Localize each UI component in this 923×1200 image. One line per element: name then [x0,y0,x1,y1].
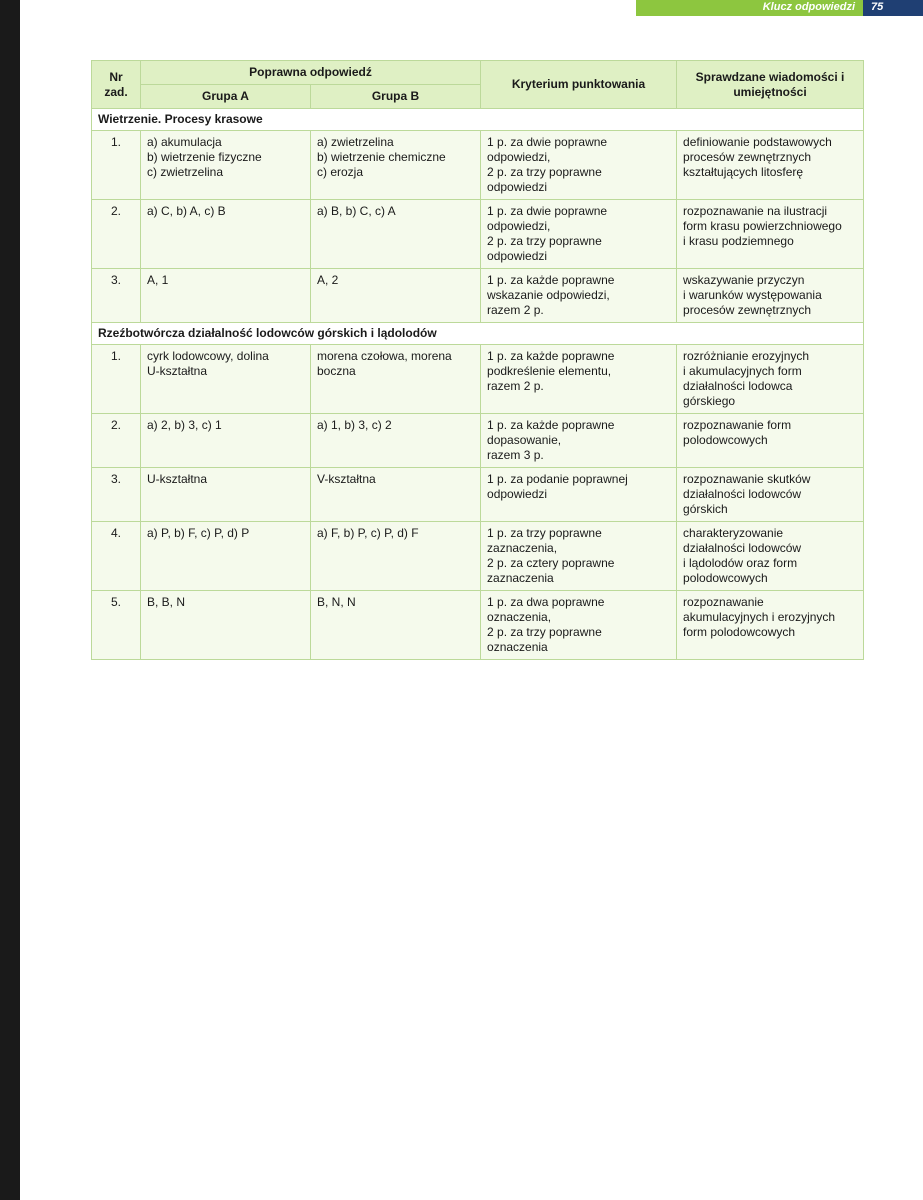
criterion-cell [481,468,677,522]
cell-line: b) wietrzenie chemiczne [317,150,446,164]
criterion-cell [481,200,677,269]
group-a-answer [141,269,311,323]
cell-line: odpowiedzi [487,180,548,194]
skills-cell [677,414,864,468]
cell-line: oznaczenia [487,640,548,654]
cell-line: a) B, b) C, c) A [317,204,396,218]
table-row [92,131,864,200]
cell-line: procesów zewnętrznych [683,303,812,317]
group-b-answer [311,468,481,522]
cell-line: 1 p. za każde poprawne [487,349,615,363]
page-number: 75 [871,1,884,13]
cell-line: zaznaczenia, [487,541,558,555]
cell-line: form krasu powierzchniowego [683,219,842,233]
skills-cell [677,269,864,323]
section-row [92,109,864,131]
answer-key-table [91,60,864,660]
cell-line: a) zwietrzelina [317,135,394,149]
cell-line: charakteryzowanie [683,526,784,540]
cell-line: rozpoznawanie skutków [683,472,811,486]
header-band [636,0,863,16]
cell-line: 1 p. za dwie poprawne [487,135,608,149]
cell-line: a) akumulacja [147,135,222,149]
cell-line: działalności lodowców [683,541,802,555]
group-a-answer [141,591,311,660]
cell-line: podkreślenie elementu, [487,364,612,378]
cell-line: i warunków występowania [683,288,822,302]
task-number: 2. [92,200,141,269]
header-group-a: Grupa A [141,85,311,109]
header-answer: Poprawna odpowiedź [141,61,481,85]
cell-line: górskiego [683,394,736,408]
skills-cell [677,131,864,200]
criterion-cell [481,522,677,591]
cell-line: i krasu podziemnego [683,234,794,248]
task-number: 5. [92,591,141,660]
task-number: 3. [92,468,141,522]
group-a-answer [141,522,311,591]
cell-line: i lądolodów oraz form [683,556,798,570]
cell-line: b) wietrzenie fizyczne [147,150,262,164]
cell-line: 1 p. za trzy poprawne [487,526,602,540]
group-a-answer [141,345,311,414]
cell-line: górskich [683,502,728,516]
criterion-cell [481,591,677,660]
cell-line: 1 p. za każde poprawne [487,273,615,287]
cell-line: a) 1, b) 3, c) 2 [317,418,392,432]
cell-line: cyrk lodowcowy, dolina [147,349,269,363]
cell-line: B, N, N [317,595,356,609]
cell-line: razem 2 p. [487,379,544,393]
cell-line: a) P, b) F, c) P, d) P [147,526,250,540]
cell-line: B, B, N [147,595,186,609]
cell-line: morena czołowa, morena [317,349,452,363]
cell-line: 1 p. za każde poprawne [487,418,615,432]
cell-line: razem 2 p. [487,303,544,317]
answer-key-body [92,109,864,660]
cell-line: wskazanie odpowiedzi, [487,288,610,302]
group-a-answer [141,414,311,468]
group-b-answer [311,200,481,269]
criterion-cell [481,345,677,414]
cell-line: U-kształtna [147,364,208,378]
group-a-answer [141,131,311,200]
group-b-answer [311,591,481,660]
header-criterion: Kryterium punktowania [481,61,677,109]
cell-line: 1 p. za dwie poprawne [487,204,608,218]
section-row [92,323,864,345]
header-skills: Sprawdzane wiadomości i umiejętności [677,61,864,109]
header-nr: Nr zad. [92,61,141,109]
cell-line: razem 3 p. [487,448,544,462]
cell-line: rozpoznawanie [683,595,764,609]
criterion-cell [481,131,677,200]
skills-cell [677,522,864,591]
task-number: 1. [92,345,141,414]
cell-line: akumulacyjnych i erozyjnych [683,610,836,624]
group-a-answer [141,200,311,269]
document-page [20,0,923,1200]
cell-line: c) erozja [317,165,364,179]
group-b-answer [311,522,481,591]
header-label: Klucz odpowiedzi [762,1,855,13]
cell-line: a) F, b) P, c) P, d) F [317,526,419,540]
cell-line: U-kształtna [147,472,208,486]
table-row [92,468,864,522]
cell-line: rozpoznawanie form [683,418,792,432]
table-row [92,522,864,591]
task-number: 3. [92,269,141,323]
section-title: Wietrzenie. Procesy krasowe [92,109,864,131]
cell-line: 2 p. za trzy poprawne [487,625,602,639]
group-a-answer [141,468,311,522]
table-row [92,591,864,660]
cell-line: zaznaczenia [487,571,554,585]
cell-line: odpowiedzi, [487,219,551,233]
cell-line: A, 1 [147,273,169,287]
cell-line: wskazywanie przyczyn [683,273,805,287]
page-number-box [863,0,923,16]
cell-line: a) C, b) A, c) B [147,204,226,218]
cell-line: 2 p. za trzy poprawne [487,234,602,248]
cell-line: rozpoznawanie na ilustracji [683,204,828,218]
group-b-answer [311,414,481,468]
group-b-answer [311,131,481,200]
cell-line: boczna [317,364,356,378]
cell-line: polodowcowych [683,571,768,585]
cell-line: form polodowcowych [683,625,796,639]
cell-line: działalności lodowca [683,379,793,393]
cell-line: 1 p. za podanie poprawnej [487,472,628,486]
header-group-b: Grupa B [311,85,481,109]
skills-cell [677,468,864,522]
task-number: 4. [92,522,141,591]
cell-line: 2 p. za trzy poprawne [487,165,602,179]
table-row [92,269,864,323]
task-number: 1. [92,131,141,200]
cell-line: i akumulacyjnych form [683,364,802,378]
cell-line: V-kształtna [317,472,376,486]
cell-line: c) zwietrzelina [147,165,224,179]
cell-line: rozróżnianie erozyjnych [683,349,810,363]
cell-line: działalności lodowców [683,487,802,501]
section-title: Rzeźbotwórcza działalność lodowców górskich i lądolodów [92,323,864,345]
group-b-answer [311,345,481,414]
skills-cell [677,591,864,660]
table-row [92,345,864,414]
criterion-cell [481,269,677,323]
cell-line: 2 p. za cztery poprawne [487,556,615,570]
cell-line: odpowiedzi [487,487,548,501]
cell-line: odpowiedzi, [487,150,551,164]
cell-line: kształtujących litosferę [683,165,804,179]
table-row [92,200,864,269]
cell-line: oznaczenia, [487,610,552,624]
cell-line: a) 2, b) 3, c) 1 [147,418,222,432]
cell-line: odpowiedzi [487,249,548,263]
cell-line: A, 2 [317,273,339,287]
skills-cell [677,345,864,414]
cell-line: procesów zewnętrznych [683,150,812,164]
cell-line: 1 p. za dwa poprawne [487,595,605,609]
skills-cell [677,200,864,269]
cell-line: dopasowanie, [487,433,562,447]
task-number: 2. [92,414,141,468]
cell-line: polodowcowych [683,433,768,447]
table-row [92,414,864,468]
cell-line: definiowanie podstawowych [683,135,832,149]
group-b-answer [311,269,481,323]
criterion-cell [481,414,677,468]
